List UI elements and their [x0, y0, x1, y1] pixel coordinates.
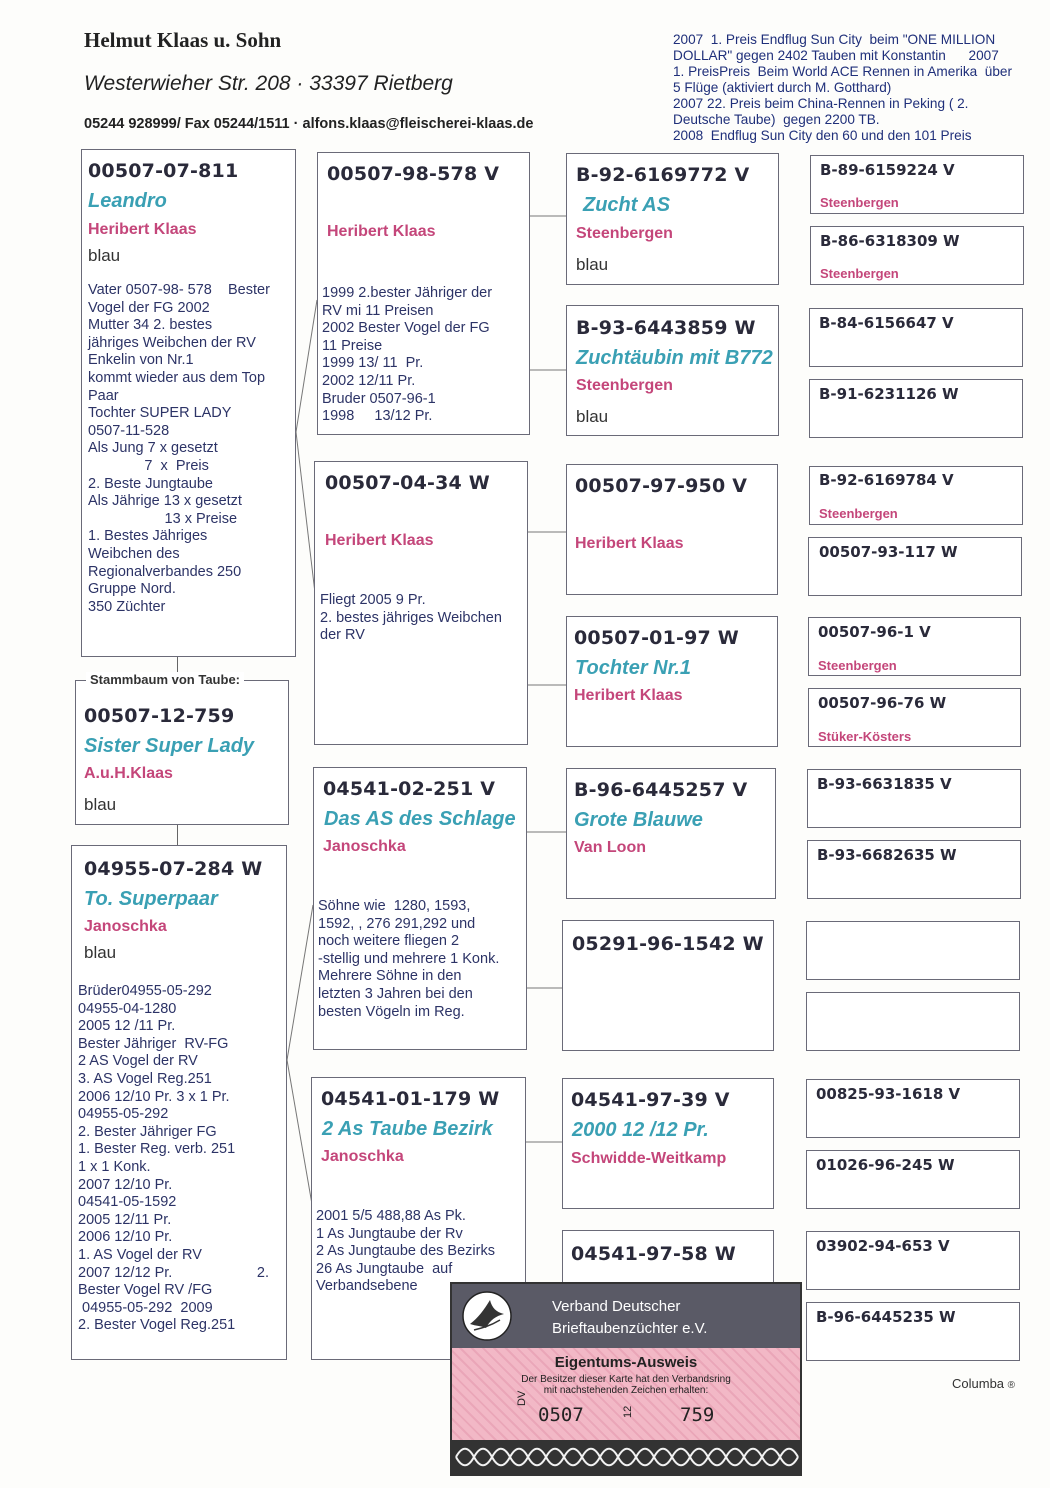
grandparent-name: Tochter Nr.1 — [575, 657, 691, 679]
grandparent-breeder: Steenbergen — [576, 377, 673, 394]
grandparent-color: blau — [576, 255, 609, 274]
great-grandparent-breeder: Steenbergen — [819, 506, 898, 521]
footer-brand-text: Columba — [952, 1376, 1005, 1391]
grandparent-breeder: Van Loon — [574, 839, 646, 856]
parent-ring: 04541-01-179 W — [321, 1088, 500, 1110]
grandparent-ring: B-92-6169772 V — [576, 164, 750, 186]
great-grandparent-box — [808, 617, 1021, 676]
registered-icon: ® — [1007, 1380, 1016, 1391]
card-year-text: 12 — [622, 1405, 634, 1418]
grandparent-box-1 — [566, 153, 779, 285]
connector-line — [287, 905, 313, 1060]
card-org-line2: Brieftaubenzüchter e.V. — [552, 1320, 708, 1337]
achievements-text: 2007 1. Preis Endflug Sun City beim "ONE MILLION DOLLAR" gegen 2402 Tauben mit Konstantin 2007 1. PreisPreis Beim World ACE Rennen in Amerika über 5 Flüge (aktiviert durch M. Gotthard) 2007 22. Preis beim China-Rennen in Peking ( 2. Deutsche Taube) gegen 2200 TB. 2008 Endflug Sun City den 60 und den 101 Preis — [673, 32, 1012, 143]
grandparent-ring: 04541-97-58 W — [571, 1243, 736, 1265]
card-header — [452, 1284, 800, 1348]
sister-breeder: A.u.H.Klaas — [84, 765, 173, 782]
great-grandparent-ring: B-93-6631835 V — [817, 775, 952, 793]
great-grandparent-box — [808, 688, 1021, 747]
mother-main-color: blau — [84, 943, 117, 962]
card-club-number: 0507 — [538, 1404, 584, 1426]
great-grandparent-breeder: Steenbergen — [820, 195, 899, 210]
great-grandparent-box — [808, 537, 1022, 596]
great-grandparent-ring: 03902-94-653 V — [816, 1237, 950, 1255]
parent-name: 2 As Taube Bezirk — [322, 1118, 493, 1140]
mother-main-ring: 04955-07-284 W — [84, 858, 263, 880]
parent-breeder: Janoschka — [321, 1148, 404, 1165]
card-title: Eigentums-Ausweis — [554, 1354, 698, 1371]
sister-color: blau — [84, 795, 117, 814]
grandparent-breeder: Steenbergen — [576, 225, 673, 242]
parent-breeder: Janoschka — [323, 838, 406, 855]
subject-notes: Vater 0507-98- 578 Bester Vogel der FG 2002 Mutter 34 2. bestes jähriges Weibchen der RV Enkelin von Nr.1 kommt wieder aus dem Top Paar Tochter SUPER LADY 0507-11-528 Als Jung 7 x gesetzt 7 x Preis 2. Beste Jungtaube Als Jährige 13 x gesetzt 13 x Preise 1. Bestes Jähriges Weibchen des Regionalverbandes 250 Gruppe Nord. 350 Züchter — [88, 282, 270, 615]
parent-name: Das AS des Schlage — [324, 808, 516, 830]
grandparent-ring: B-96-6445257 V — [574, 779, 748, 801]
great-grandparent-ring: B-91-6231126 W — [819, 385, 959, 403]
subject-name: Leandro — [88, 190, 167, 212]
great-grandparent-ring: 00507-96-76 W — [818, 694, 947, 712]
parent-notes: 1999 2.bester Jähriger der RV mi 11 Preisen 2002 Bester Vogel der FG 11 Preise 1999 13/ 11 Pr. 2002 12/11 Pr. Bruder 0507-96-1 1998 13/12 Pr. — [322, 285, 493, 425]
connector-line — [296, 300, 317, 432]
grandparent-breeder: Heribert Klaas — [575, 535, 684, 552]
grandparent-name: 2000 12 /12 Pr. — [572, 1119, 709, 1141]
breeder-address: Westerwieher Str. 208 · 33397 Rietberg — [84, 72, 453, 95]
parent-notes: Fliegt 2005 9 Pr. 2. bestes jähriges Weibchen der RV — [320, 592, 502, 644]
great-grandparent-ring: 00507-93-117 W — [819, 543, 958, 561]
great-grandparent-box — [810, 155, 1024, 214]
great-grandparent-ring: B-84-6156647 V — [819, 314, 954, 332]
grandparent-ring: 04541-97-39 V — [571, 1089, 730, 1111]
card-year — [622, 1406, 634, 1418]
grandparent-name: Zuchtäubin mit B772 — [576, 347, 773, 369]
breeder-contact: 05244 928999/ Fax 05244/1511 · alfons.klaas@fleischerei-klaas.de — [84, 116, 534, 132]
great-grandparent-box — [809, 308, 1023, 367]
grandparent-box-4 — [566, 616, 778, 747]
great-grandparent-ring: B-92-6169784 V — [819, 471, 954, 489]
subject-color: blau — [88, 246, 121, 265]
grandparent-name: Zucht AS — [583, 194, 671, 216]
pigeon-logo-icon — [460, 1290, 514, 1342]
card-prefix — [516, 1391, 528, 1406]
great-grandparent-ring: 00507-96-1 V — [818, 623, 931, 641]
grandparent-ring: B-93-6443859 W — [576, 317, 756, 339]
great-grandparent-ring: 01026-96-245 W — [816, 1156, 955, 1174]
great-grandparent-box — [806, 1150, 1020, 1209]
parent-ring: 00507-04-34 W — [325, 472, 490, 494]
great-grandparent-ring: B-93-6682635 W — [817, 846, 957, 864]
great-grandparent-ring: 00825-93-1618 V — [816, 1085, 961, 1103]
card-prefix-text: DV — [516, 1390, 528, 1406]
grandparent-ring: 00507-97-950 V — [575, 475, 748, 497]
card-ornament-band — [452, 1440, 800, 1474]
great-grandparent-ring: B-86-6318309 W — [820, 232, 960, 250]
grandparent-color: blau — [576, 407, 609, 426]
card-ring-number: 759 — [680, 1404, 715, 1426]
great-grandparent-ring: B-96-6445235 W — [816, 1308, 956, 1326]
card-org-line1: Verband Deutscher — [552, 1298, 681, 1315]
great-grandparent-box — [807, 769, 1021, 828]
mother-main-breeder: Janoschka — [84, 918, 167, 935]
great-grandparent-ring: B-89-6159224 V — [820, 161, 955, 179]
parent-notes: Söhne wie 1280, 1593, 1592, , 276 291,292 und noch weitere fliegen 2 -stellig und mehrere 1 Konk. Mehrere Söhne in den letzten 3 Jahren bei den besten Vögeln im Reg. — [318, 898, 500, 1020]
grandparent-name: Grote Blauwe — [574, 809, 703, 831]
great-grandparent-box — [807, 840, 1021, 899]
great-grandparent-box — [809, 379, 1023, 438]
sister-ring: 00507-12-759 — [84, 705, 235, 727]
footer-brand — [952, 1376, 1015, 1391]
grandparent-box-7 — [562, 1078, 774, 1209]
stammbaum-label: Stammbaum von Taube: — [86, 672, 244, 687]
great-grandparent-breeder: Stüker-Kösters — [818, 729, 912, 744]
grandparent-box-2 — [566, 305, 779, 436]
breeder-title: Helmut Klaas u. Sohn — [84, 28, 282, 52]
great-grandparent-breeder: Steenbergen — [820, 266, 899, 281]
ornament-pattern-icon — [452, 1440, 800, 1474]
great-grandparent-box — [806, 992, 1020, 1051]
parent-box-3 — [313, 767, 527, 1050]
grandparent-box-6 — [562, 920, 774, 1051]
great-grandparent-box — [809, 466, 1023, 525]
great-grandparent-box — [810, 226, 1024, 285]
parent-breeder: Heribert Klaas — [327, 223, 436, 240]
parent-box-2 — [314, 461, 528, 745]
mother-main-name: To. Superpaar — [84, 888, 218, 910]
great-grandparent-box — [806, 1302, 1020, 1361]
mother-main-notes: Brüder04955-05-292 04955-04-1280 2005 12 /11 Pr. Bester Jähriger RV-FG 2 AS Vogel der RV 3. AS Vogel Reg.251 2006 12/10 Pr. 3 x 1 Pr. 04955-05-292 2. Bester Jähriger FG 1. Bester Reg. verb. 251 1 x 1 Konk. 2007 12/10 Pr. 04541-05-1592 2005 12/11 Pr. 2006 12/10 Pr. 1. AS Vogel der RV 2007 12/12 Pr. 2. Bester Vogel RV /FG 04955-05-292 2009 2. Bester Vogel Reg.251 — [78, 983, 270, 1334]
parent-ring: 00507-98-578 V — [327, 163, 500, 185]
great-grandparent-box — [806, 1231, 1020, 1290]
parent-box-1 — [317, 152, 530, 435]
grandparent-breeder: Schwidde-Weitkamp — [571, 1150, 727, 1167]
great-grandparent-breeder: Steenbergen — [818, 658, 897, 673]
sister-name: Sister Super Lady — [84, 735, 255, 757]
great-grandparent-box — [806, 1079, 1020, 1138]
connector-line — [287, 1060, 313, 1210]
subject-breeder: Heribert Klaas — [88, 221, 197, 238]
grandparent-box-5 — [566, 768, 776, 899]
subject-ring: 00507-07-811 — [88, 160, 239, 182]
grandparent-box-3 — [566, 464, 778, 595]
grandparent-breeder: Heribert Klaas — [574, 687, 683, 704]
card-subtitle: Der Besitzer dieser Karte hat den Verbandsring mit nachstehenden Zeichen erhalten: — [521, 1374, 731, 1396]
parent-breeder: Heribert Klaas — [325, 532, 434, 549]
great-grandparent-box — [806, 921, 1020, 980]
grandparent-ring: 00507-01-97 W — [574, 627, 739, 649]
parent-notes: 2001 5/5 488,88 As Pk. 1 As Jungtaube der Rv 2 As Jungtaube des Bezirks 26 As Jungtaube auf Verbandsebene — [316, 1208, 495, 1295]
parent-ring: 04541-02-251 V — [323, 778, 496, 800]
grandparent-ring: 05291-96-1542 W — [572, 933, 764, 955]
ownership-card — [450, 1282, 802, 1476]
